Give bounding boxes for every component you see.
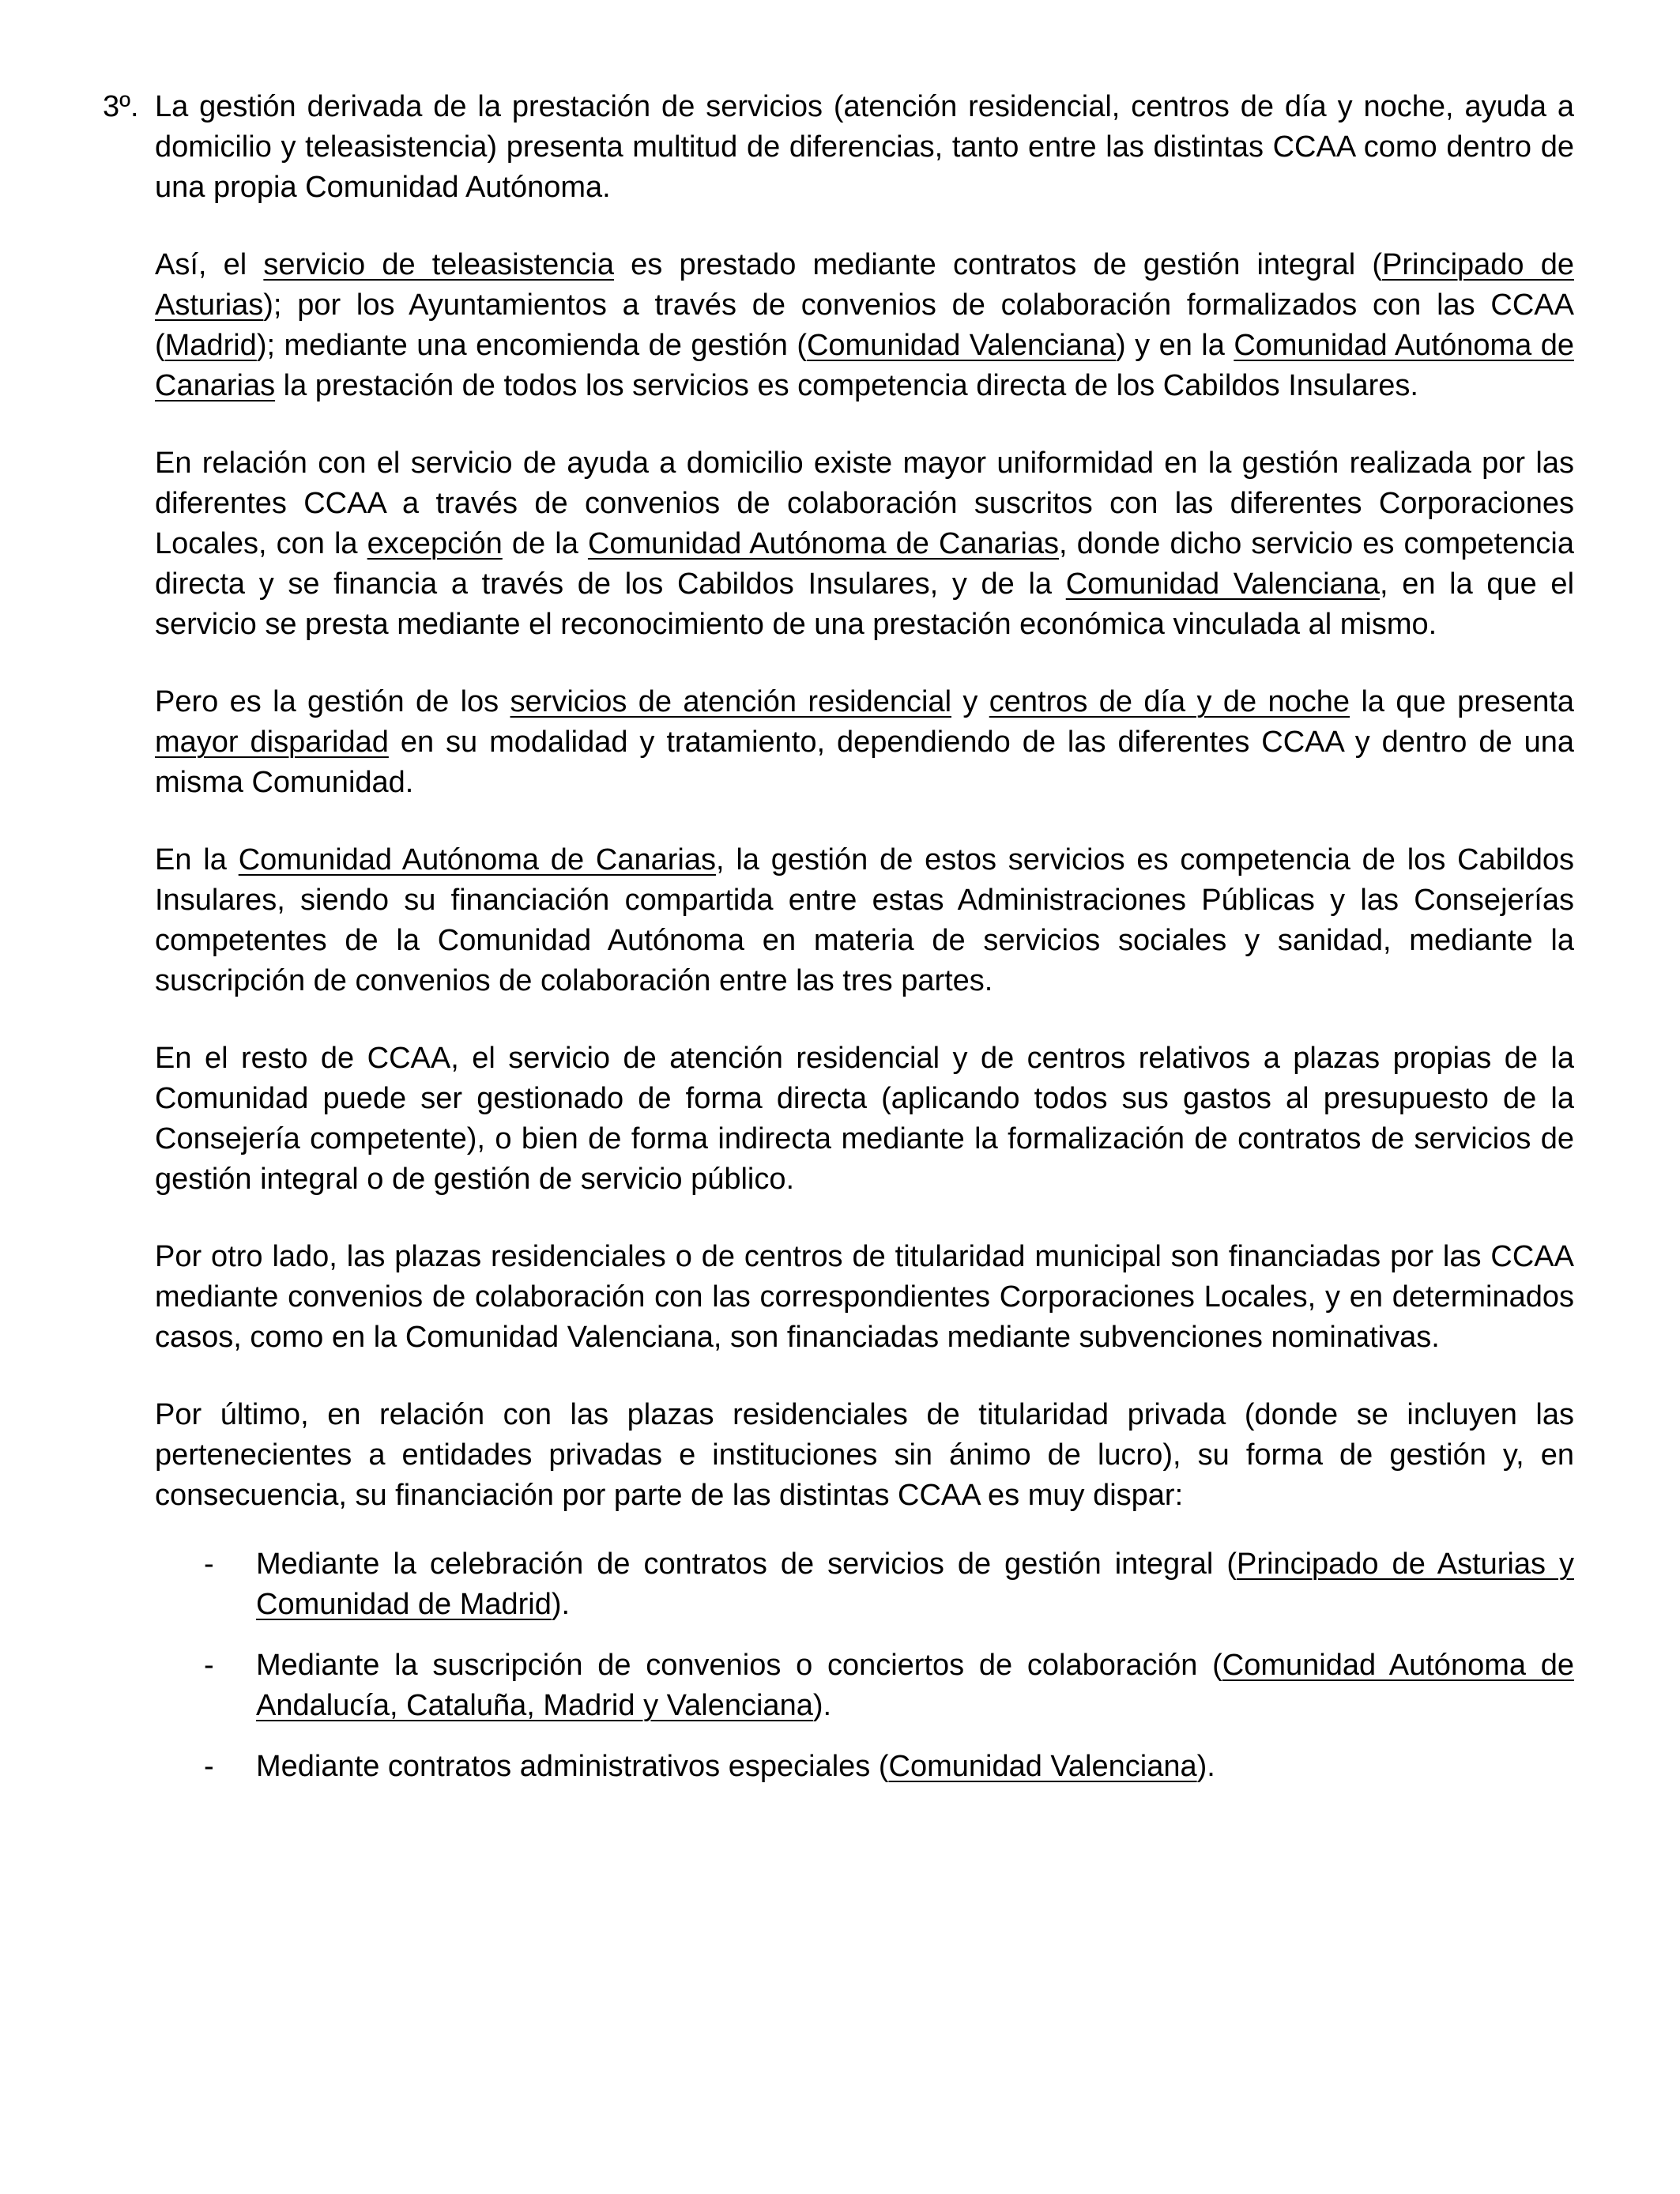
text-run: , la gestión de estos servicios es competencia de los Cabildos Insulares, siendo su financiación compartida entre estas Administraciones Públicas y las Consejerías competentes de la Comunidad Autónoma en materia de servicios sociales y sanidad, mediante la suscripción de convenios de colaboración entre las tres partes. [155,843,1574,997]
text-run: la que presenta [1350,685,1575,718]
underlined-term: Comunidad Valenciana [888,1750,1197,1783]
bullet-dash: - [204,1649,214,1682]
paragraph-canarias [155,840,1574,1001]
section-number: 3º. [103,90,139,123]
text-run: ). [551,1588,571,1621]
underlined-term: Madrid [164,329,257,362]
text-run: En relación con el servicio de ayuda a domicilio existe mayor uniformidad en la gestión realizada por las diferentes CCAA a través de convenios de colaboración suscritos con las diferentes Corporaciones Locales, con la [155,447,1574,560]
text-run: la prestación de todos los servicios es competencia directa de los Cabildos Insulares. [275,369,1418,402]
underlined-term: servicio de teleasistencia [263,248,614,281]
paragraph-titularidad-privada: Por último, en relación con las plazas residenciales de titularidad privada (donde se incluyen las pertenecientes a entidades privadas e instituciones sin ánimo de lucro), su forma de gestión y, en consecuencia, su financiación por parte de las distintas CCAA es muy dispar: [155,1398,1574,1512]
text-run: en su modalidad y tratamiento, dependiendo de las diferentes CCAA y dentro de una misma Comunidad. [155,726,1574,799]
list-item [155,1747,1574,1787]
text-run: es prestado mediante contratos de gestión integral ( [614,248,1382,281]
paragraph-intro: La gestión derivada de la prestación de servicios (atención residencial, centros de día y noche, ayuda a domicilio y teleasistencia) presenta multitud de diferencias, tanto entre las distintas CCAA como dentro de una propia Comunidad Autónoma. [155,90,1574,204]
text-run: Mediante la suscripción de convenios o conciertos de colaboración ( [256,1649,1222,1682]
text-run: Mediante la celebración de contratos de servicios de gestión integral ( [256,1547,1237,1581]
underlined-term: Comunidad Autónoma de Canarias [155,329,1574,402]
underlined-term: excepción [367,527,503,560]
underlined-term: Comunidad Valenciana [806,329,1116,362]
text-run: ). [812,1689,832,1722]
list-item [155,1544,1574,1625]
paragraph-resto-ccaa: En el resto de CCAA, el servicio de atención residencial y de centros relativos a plazas propias de la Comunidad puede ser gestionado de forma directa (aplicando todos sus gastos al presupuesto de la Consejería competente), o bien de forma indirecta mediante la formalización de contratos de servicios de gestión integral o de gestión de servicio público. [155,1042,1574,1196]
underlined-term: mayor disparidad [155,726,389,759]
underlined-term: Comunidad Valenciana [1065,567,1380,601]
text-run: Así, el [155,248,264,281]
list-item [155,1646,1574,1726]
underlined-term: centros de día y de noche [989,685,1350,718]
text-run: ); mediante una encomienda de gestión ( [256,329,807,362]
paragraph-atencion-residencial [155,682,1574,803]
text-run: En la [155,843,239,876]
paragraph-titularidad-municipal: Por otro lado, las plazas residenciales o de centros de titularidad municipal son financiadas por las CCAA mediante convenios de colaboración con las correspondientes Corporaciones Locales, y en determinados casos, como en la Comunidad Valenciana, son financiadas mediante subvenciones nominativas. [155,1240,1574,1354]
text-run: de la [502,527,588,560]
text-run: Mediante contratos administrativos especiales ( [256,1750,889,1783]
text-run: , en la que el servicio se presta mediante el reconocimiento de una prestación económica vinculada al mismo. [155,567,1575,641]
underlined-term: Principado de Asturias [155,248,1574,322]
text-run: ) y en la [1116,329,1234,362]
underlined-term: Comunidad Autónoma de Canarias [587,527,1060,560]
underlined-term: Comunidad Autónoma de Andalucía, Cataluña, Madrid y Valenciana [256,1649,1575,1722]
text-run: y [951,685,989,718]
bullet-dash: - [204,1547,214,1581]
paragraph-ayuda-domicilio [155,443,1574,645]
paragraph-teleasistencia [155,245,1574,406]
underlined-term: servicios de atención residencial [510,685,952,718]
section-3-body [103,87,1575,1808]
underlined-term: Principado de Asturias y Comunidad de Madrid [256,1547,1574,1621]
text-run: ); por los Ayuntamientos a través de convenios de colaboración formalizados con las CCAA ( [155,288,1574,362]
underlined-term: Comunidad Autónoma de Canarias [238,843,716,876]
text-run: Pero es la gestión de los [155,685,510,718]
text-run: ). [1196,1750,1215,1783]
bullet-list [155,1544,1574,1787]
text-run: , donde dicho servicio es competencia directa y se financia a través de los Cabildos Insulares, y de la [155,527,1574,601]
bullet-dash: - [204,1750,214,1783]
